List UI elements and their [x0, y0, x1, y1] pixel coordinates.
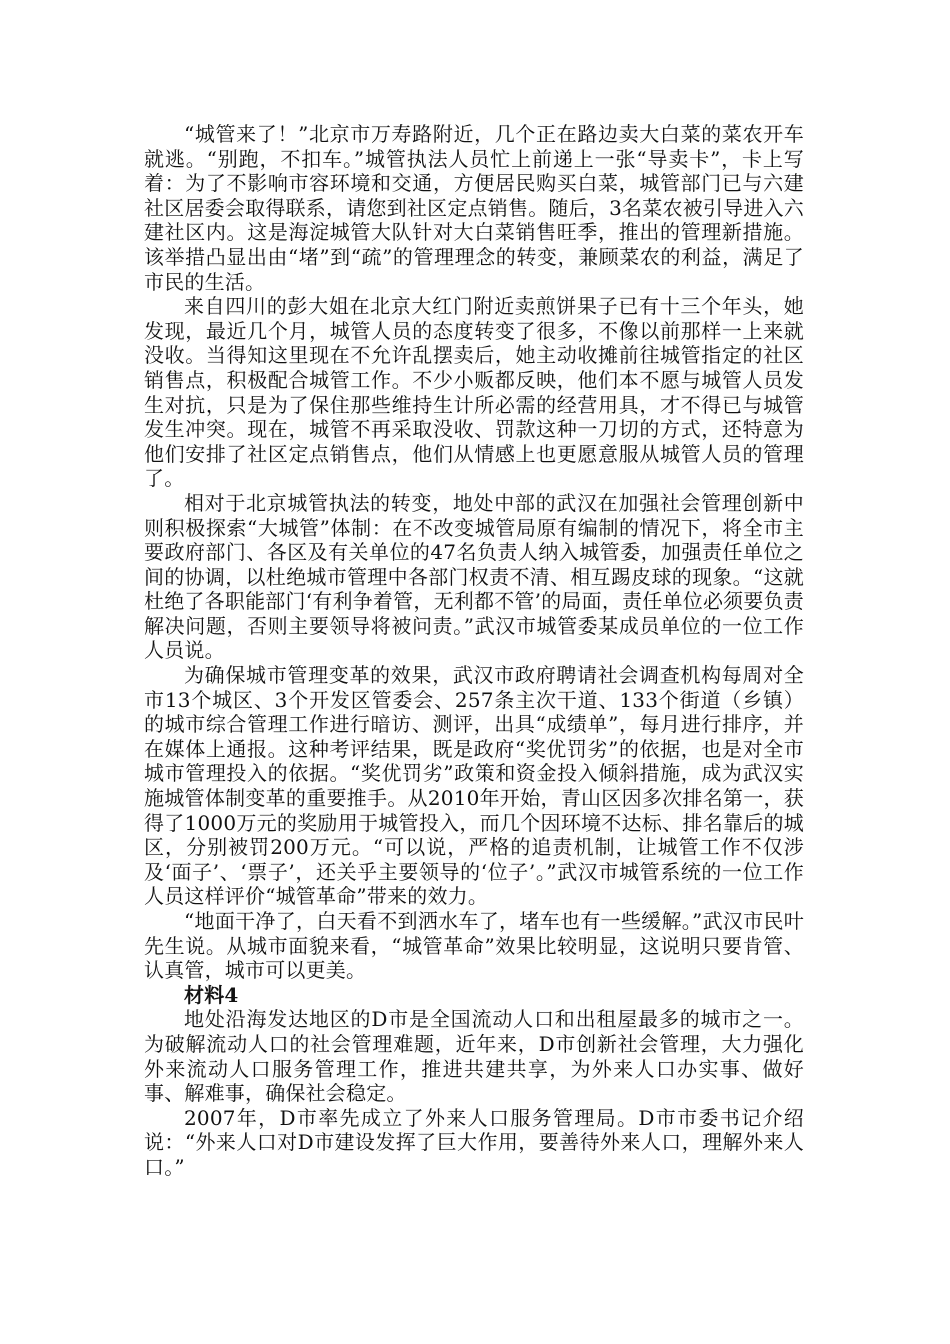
paragraph-1: “城管来了！”北京市万寿路附近，几个正在路边卖大白菜的菜农开车就逃。“别跑，不扣车。”城管执法人员忙上前递上一张“导卖卡”，卡上写着：为了不影响市容环境和交通，方便居民购买白菜，城管部门已与六建社区居委会取得联系，请您到社区定点销售。随后，3名菜农被引导进入六建社区内。这是海淀城管大队针对大白菜销售旺季，推出的管理新措施。该举措凸显出由“堵”到“疏”的管理理念的转变，兼顾菜农的利益，满足了市民的生活。	[144, 122, 804, 294]
paragraph-7: 2007年，D市率先成立了外来人口服务管理局。D市市委书记介绍说：“外来人口对D市建设发挥了巨大作用，要善待外来人口，理解外来人口。”	[144, 1105, 804, 1179]
paragraph-3: 相对于北京城管执法的转变，地处中部的武汉在加强社会管理创新中则积极探索“大城管”体制：在不改变城管局原有编制的情况下，将全市主要政府部门、各区及有关单位的47名负责人纳入城管委，加强责任单位之间的协调，以杜绝城市管理中各部门权责不清、相互踢皮球的现象。“这就杜绝了各职能部门‘有利争着管，无利都不管’的局面，责任单位必须要负责解决问题，否则主要领导将被问责。”武汉市城管委某成员单位的一位工作人员说。	[144, 490, 804, 663]
section-heading: 材料4	[184, 982, 239, 1007]
document-page	[144, 122, 804, 1180]
paragraph-4: 为确保城市管理变革的效果，武汉市政府聘请社会调查机构每周对全市13个城区、3个开发区管委会、257条主次干道、133个街道（乡镇）的城市综合管理工作进行暗访、测评，出具“成绩单”，每月进行排序，并在媒体上通报。这种考评结果，既是政府“奖优罚劣”的依据，也是对全市城市管理投入的依据。“奖优罚劣”政策和资金投入倾斜措施，成为武汉实施城管体制变革的重要推手。从2010年开始，青山区因多次排名第一，获得了1000万元的奖励用于城管投入，而几个因环境不达标、排名靠后的城区，分别被罚200万元。“可以说，严格的追责机制，让城管工作不仅涉及‘面子’、‘票子’，还关乎主要领导的‘位子’。”武汉市城管系统的一位工作人员这样评价“城管革命”带来的效力。	[144, 663, 804, 909]
paragraph-2: 来自四川的彭大姐在北京大红门附近卖煎饼果子已有十三个年头，她发现，最近几个月，城管人员的态度转变了很多，不像以前那样一上来就没收。当得知这里现在不允许乱摆卖后，她主动收摊前往城管指定的社区销售点，积极配合城管工作。不少小贩都反映，他们本不愿与城管人员发生对抗，只是为了保住那些维持生计所必需的经营用具，才不得已与城管发生冲突。现在，城管不再采取没收、罚款这种一刀切的方式，还特意为他们安排了社区定点销售点，他们从情感上也更愿意服从城管人员的管理了。	[144, 294, 804, 491]
paragraph-6: 地处沿海发达地区的D市是全国流动人口和出租屋最多的城市之一。为破解流动人口的社会管理难题，近年来，D市创新社会管理，大力强化外来流动人口服务管理工作，推进共建共享，为外来人口办实事、做好事、解难事，确保社会稳定。	[144, 1007, 804, 1106]
paragraph-5: “地面干净了，白天看不到洒水车了，堵车也有一些缓解。”武汉市民叶先生说。从城市面貌来看，“城管革命”效果比较明显，这说明只要肯管、认真管，城市可以更美。	[144, 909, 804, 983]
